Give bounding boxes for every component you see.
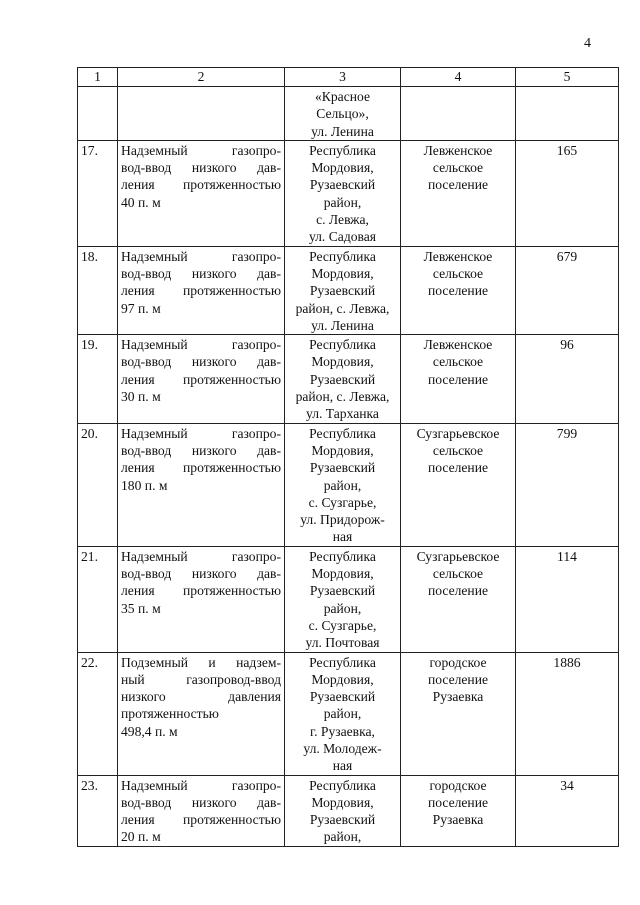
row-number-cell (78, 335, 118, 423)
desc-line: ления протяженностью (121, 583, 281, 599)
settlement-line: поселение (427, 583, 489, 599)
row-number-cell (78, 652, 118, 775)
desc-line: низкого давления (121, 689, 281, 705)
length-cell (516, 775, 619, 846)
description-cell (118, 652, 285, 775)
addr-line: ул. Садовая (308, 229, 377, 245)
settlement-line: поселение (427, 794, 489, 810)
desc-line: вод-ввод низкого дав- (121, 265, 281, 281)
row-number: 18. (81, 248, 98, 264)
settlement-line: сельское (432, 354, 484, 370)
address-cell (285, 546, 401, 652)
settlement-line: сельское (432, 160, 484, 176)
length-value: 165 (556, 142, 578, 158)
desc-line: 40 п. м (121, 194, 161, 210)
settlement-line: Сузгарьевское (416, 425, 500, 441)
length-value: 34 (560, 777, 574, 793)
description-cell (118, 546, 285, 652)
addr-line: Республика (309, 337, 376, 353)
addr-line: ул. Молодеж- (303, 740, 382, 756)
table-row (78, 335, 619, 423)
addr-line: Рузаевский (309, 460, 376, 476)
length-cell (516, 335, 619, 423)
address-cell (285, 140, 401, 246)
addr-line: Мордовия, (311, 794, 374, 810)
settlement-cell (401, 652, 516, 775)
description-cell (118, 246, 285, 334)
column-header: 5 (516, 68, 619, 87)
row-number: 19. (81, 337, 98, 353)
row-number-cell (78, 775, 118, 846)
settlement-line: поселение (427, 371, 489, 387)
table-row (78, 546, 619, 652)
description-cell (118, 335, 285, 423)
desc-line: 180 п. м (121, 477, 168, 493)
settlement-line: поселение (427, 177, 489, 193)
length-cell (516, 423, 619, 546)
addr-line: с. Левжа, (316, 212, 369, 228)
addr-line: Мордовия, (311, 354, 374, 370)
table-row (78, 140, 619, 246)
addr-line: район, с. Левжа, (295, 300, 390, 316)
settlement-line: Левженское (423, 142, 493, 158)
addr-line: район, (323, 829, 362, 845)
desc-line: Надземный газопро- (121, 425, 281, 441)
column-header: 1 (78, 68, 118, 87)
addr-line: Республика (309, 142, 376, 158)
address-cell (285, 652, 401, 775)
length-cell (516, 87, 619, 141)
address-cell (285, 775, 401, 846)
description-cell (118, 140, 285, 246)
settlement-cell (401, 246, 516, 334)
addr-line: район, (323, 706, 362, 722)
length-cell (516, 246, 619, 334)
description-cell (118, 775, 285, 846)
table-row (78, 246, 619, 334)
settlement-cell (401, 546, 516, 652)
addr-line: район, с. Левжа, (295, 389, 390, 405)
desc-line: вод-ввод низкого дав- (121, 794, 281, 810)
settlement-line: Рузаевка (432, 812, 484, 828)
desc-line: вод-ввод низкого дав- (121, 442, 281, 458)
addr-line: г. Рузаевка, (310, 723, 375, 739)
desc-line: ления протяженностью (121, 371, 281, 387)
addr-line: район, (323, 194, 362, 210)
column-header: 3 (285, 68, 401, 87)
row-number-cell (78, 423, 118, 546)
desc-line: 35 п. м (121, 600, 161, 616)
addr-line: Рузаевский (309, 177, 376, 193)
desc-line: протяженностью (121, 706, 219, 722)
length-value: 1886 (553, 654, 581, 670)
address-cell (285, 423, 401, 546)
desc-line: Надземный газопро- (121, 337, 281, 353)
settlement-line: Левженское (423, 248, 493, 264)
row-number: 23. (81, 777, 98, 793)
settlement-cell (401, 775, 516, 846)
settlement-line: городское (429, 654, 487, 670)
address-cell (285, 87, 401, 141)
table-row (78, 423, 619, 546)
row-number: 20. (81, 425, 98, 441)
row-number-cell (78, 546, 118, 652)
addr-line: ул. Почтовая (305, 635, 380, 651)
addr-line: Республика (309, 425, 376, 441)
table-row (78, 87, 619, 141)
settlement-cell (401, 335, 516, 423)
addr-line: Мордовия, (311, 442, 374, 458)
settlement-line: Сузгарьевское (416, 548, 500, 564)
desc-line: ления протяженностью (121, 283, 281, 299)
column-header: 4 (401, 68, 516, 87)
header-row (78, 68, 619, 87)
addr-line: Республика (309, 777, 376, 793)
addr-line: Мордовия, (311, 265, 374, 281)
desc-line: Надземный газопро- (121, 142, 281, 158)
address-cell (285, 246, 401, 334)
addr-line: с. Сузгарье, (308, 617, 377, 633)
desc-line: ления протяженностью (121, 177, 281, 193)
row-number-cell (78, 246, 118, 334)
addr-line: Сельцо», (316, 106, 369, 122)
addr-line: район, (323, 600, 362, 616)
desc-line: 498,4 п. м (121, 723, 178, 739)
addr-line: Республика (309, 654, 376, 670)
row-number: 17. (81, 142, 98, 158)
column-header: 2 (118, 68, 285, 87)
settlement-cell (401, 87, 516, 141)
settlement-line: Левженское (423, 337, 493, 353)
table-body (78, 68, 619, 847)
addr-line: Рузаевский (309, 283, 376, 299)
addr-line: Рузаевский (309, 371, 376, 387)
addr-line: Рузаевский (309, 689, 376, 705)
desc-line: вод-ввод низкого дав- (121, 354, 281, 370)
desc-line: ления протяженностью (121, 812, 281, 828)
row-number: 22. (81, 654, 98, 670)
row-number: 21. (81, 548, 98, 564)
table-row (78, 652, 619, 775)
desc-line: вод-ввод низкого дав- (121, 566, 281, 582)
settlement-line: сельское (432, 566, 484, 582)
desc-line: Надземный газопро- (121, 548, 281, 564)
row-number-cell (78, 140, 118, 246)
row-number-cell (78, 87, 118, 141)
addr-line: Рузаевский (309, 583, 376, 599)
addr-line: ная (332, 529, 353, 545)
address-cell (285, 335, 401, 423)
addr-line: ул. Тарханка (306, 406, 379, 422)
addr-line: Республика (309, 248, 376, 264)
addr-line: Мордовия, (311, 160, 374, 176)
addr-line: Рузаевский (309, 812, 376, 828)
description-cell (118, 423, 285, 546)
table-row (78, 775, 619, 846)
desc-line: Подземный и надзем- (121, 654, 281, 670)
addr-line: ная (332, 758, 353, 774)
settlement-line: поселение (427, 283, 489, 299)
settlement-line: поселение (427, 460, 489, 476)
length-cell (516, 652, 619, 775)
addr-line: Республика (309, 548, 376, 564)
description-cell (118, 87, 285, 141)
settlement-line: Рузаевка (432, 689, 484, 705)
settlement-cell (401, 423, 516, 546)
settlement-line: городское (429, 777, 487, 793)
desc-line: Надземный газопро- (121, 777, 281, 793)
desc-line: 97 п. м (121, 300, 161, 316)
length-value: 799 (556, 425, 578, 441)
length-value: 679 (556, 248, 578, 264)
addr-line: с. Сузгарье, (308, 494, 377, 510)
facilities-table (77, 67, 619, 847)
settlement-line: поселение (427, 671, 489, 687)
desc-line: ный газопровод-ввод (121, 671, 281, 687)
addr-line: ул. Ленина (311, 317, 374, 333)
settlement-line: сельское (432, 442, 484, 458)
length-cell (516, 546, 619, 652)
length-cell (516, 140, 619, 246)
addr-line: Мордовия, (311, 566, 374, 582)
page-number: 4 (584, 36, 591, 51)
length-value: 96 (560, 337, 574, 353)
length-value: 114 (557, 548, 577, 564)
desc-line: Надземный газопро- (121, 248, 281, 264)
settlement-line: сельское (432, 265, 484, 281)
desc-line: 20 п. м (121, 829, 161, 845)
desc-line: вод-ввод низкого дав- (121, 160, 281, 176)
addr-line: ул. Ленина (311, 123, 374, 139)
addr-line: район, (323, 477, 362, 493)
addr-line: ул. Придорож- (300, 512, 385, 528)
desc-line: ления протяженностью (121, 460, 281, 476)
addr-line: «Красное (315, 89, 370, 104)
desc-line: 30 п. м (121, 389, 161, 405)
settlement-cell (401, 140, 516, 246)
addr-line: Мордовия, (311, 671, 374, 687)
